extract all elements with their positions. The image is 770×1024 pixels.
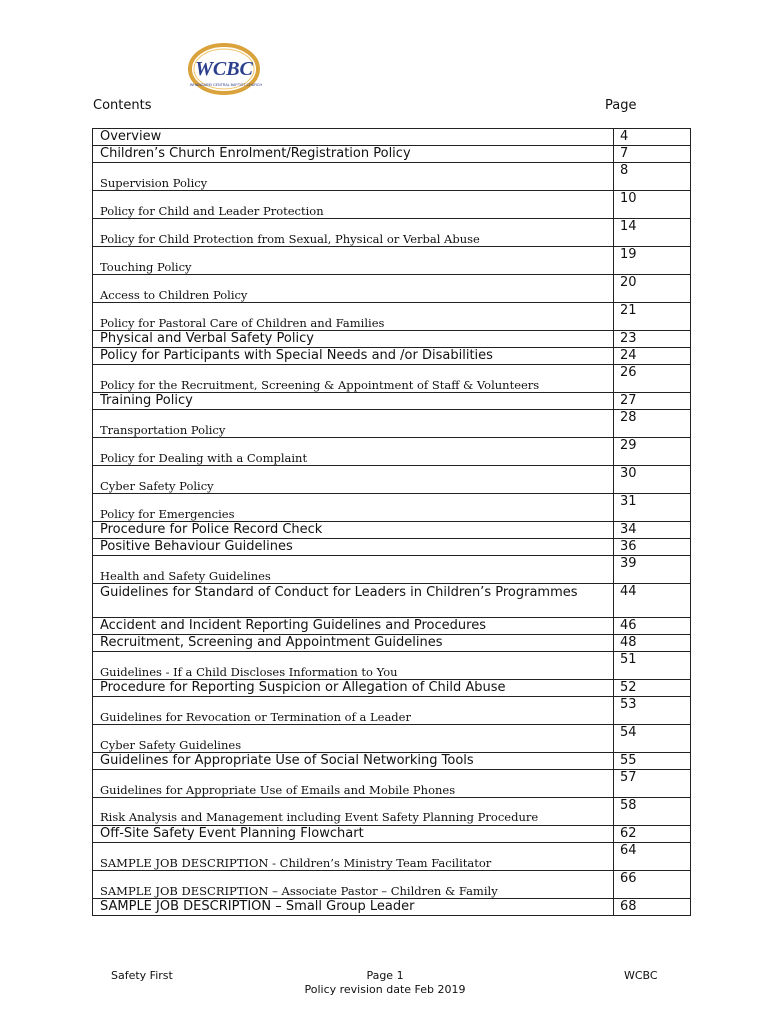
- toc-row: [93, 556, 691, 584]
- toc-entry-title: Guidelines for Appropriate Use of Social Networking Tools: [93, 753, 614, 770]
- toc-entry-page: 30: [614, 466, 691, 494]
- toc-entry-title: SAMPLE JOB DESCRIPTION - Children’s Ministry Team Facilitator: [93, 843, 614, 871]
- toc-entry-title: Off-Site Safety Event Planning Flowchart: [93, 826, 614, 843]
- toc-entry-title: SAMPLE JOB DESCRIPTION – Small Group Leader: [93, 899, 614, 916]
- toc-entry-page: 46: [614, 618, 691, 635]
- toc-entry-page: 52: [614, 680, 691, 697]
- toc-row: [93, 365, 691, 393]
- footer-revision-date: Policy revision date Feb 2019: [304, 983, 466, 996]
- toc-row: [93, 303, 691, 331]
- toc-entry-page: 62: [614, 826, 691, 843]
- toc-entry-page: 39: [614, 556, 691, 584]
- toc-entry-title: Policy for Child Protection from Sexual, Physical or Verbal Abuse: [93, 219, 614, 247]
- footer-center: [270, 969, 500, 997]
- toc-entry-title: Health and Safety Guidelines: [93, 556, 614, 584]
- toc-entry-page: 24: [614, 348, 691, 365]
- toc-row: [93, 331, 691, 348]
- toc-row: [93, 348, 691, 365]
- toc-row: [93, 843, 691, 871]
- toc-entry-title: Policy for Participants with Special Needs and /or Disabilities: [93, 348, 614, 365]
- toc-entry-page: 20: [614, 275, 691, 303]
- toc-row: [93, 191, 691, 219]
- toc-entry-title: Touching Policy: [93, 247, 614, 275]
- toc-row: [93, 219, 691, 247]
- toc-row: [93, 438, 691, 466]
- toc-entry-page: 55: [614, 753, 691, 770]
- toc-entry-page: 44: [614, 584, 691, 618]
- toc-row: [93, 871, 691, 899]
- table-of-contents: [92, 128, 691, 916]
- toc-row: [93, 584, 691, 618]
- toc-entry-title: Overview: [93, 129, 614, 146]
- toc-entry-title: Policy for Pastoral Care of Children and Families: [93, 303, 614, 331]
- toc-entry-title: Cyber Safety Policy: [93, 466, 614, 494]
- logo-subtitle: WHANGAREI CENTRAL BAPTIST CHURCH: [189, 83, 262, 87]
- toc-entry-title: Risk Analysis and Management including Event Safety Planning Procedure: [93, 798, 614, 826]
- toc-entry-title: Access to Children Policy: [93, 275, 614, 303]
- toc-entry-page: 54: [614, 725, 691, 753]
- toc-entry-page: 57: [614, 770, 691, 798]
- toc-entry-page: 26: [614, 365, 691, 393]
- toc-entry-page: 58: [614, 798, 691, 826]
- toc-entry-title: Guidelines for Appropriate Use of Emails and Mobile Phones: [93, 770, 614, 798]
- toc-row: [93, 826, 691, 843]
- toc-entry-page: 53: [614, 697, 691, 725]
- toc-entry-title: Children’s Church Enrolment/Registration Policy: [93, 146, 614, 163]
- toc-row: [93, 522, 691, 539]
- toc-entry-page: 48: [614, 635, 691, 652]
- toc-entry-page: 28: [614, 410, 691, 438]
- toc-entry-title: Recruitment, Screening and Appointment Guidelines: [93, 635, 614, 652]
- toc-entry-title: Procedure for Reporting Suspicion or Allegation of Child Abuse: [93, 680, 614, 697]
- toc-entry-title: Cyber Safety Guidelines: [93, 725, 614, 753]
- toc-entry-title: Physical and Verbal Safety Policy: [93, 331, 614, 348]
- toc-entry-page: 51: [614, 652, 691, 680]
- toc-entry-title: Training Policy: [93, 393, 614, 410]
- toc-row: [93, 725, 691, 753]
- toc-entry-page: 68: [614, 899, 691, 916]
- toc-entry-page: 29: [614, 438, 691, 466]
- toc-row: [93, 129, 691, 146]
- toc-entry-title: Guidelines for Standard of Conduct for Leaders in Children’s Programmes: [93, 584, 614, 618]
- toc-entry-title: Policy for the Recruitment, Screening & Appointment of Staff & Volunteers: [93, 365, 614, 393]
- toc-entry-page: 10: [614, 191, 691, 219]
- logo-text: WCBC: [195, 58, 253, 80]
- toc-entry-page: 64: [614, 843, 691, 871]
- toc-row: [93, 697, 691, 725]
- toc-row: [93, 618, 691, 635]
- toc-entry-title: Supervision Policy: [93, 163, 614, 191]
- toc-entry-title: Transportation Policy: [93, 410, 614, 438]
- toc-entry-page: 66: [614, 871, 691, 899]
- toc-entry-title: Policy for Emergencies: [93, 494, 614, 522]
- church-logo: [186, 42, 262, 98]
- toc-entry-page: 23: [614, 331, 691, 348]
- toc-entry-page: 21: [614, 303, 691, 331]
- toc-row: [93, 635, 691, 652]
- page-column-heading: Page: [605, 98, 637, 113]
- toc-row: [93, 899, 691, 916]
- toc-entry-page: 27: [614, 393, 691, 410]
- toc-entry-page: 7: [614, 146, 691, 163]
- toc-entry-title: Policy for Child and Leader Protection: [93, 191, 614, 219]
- toc-row: [93, 494, 691, 522]
- toc-entry-title: Guidelines - If a Child Discloses Information to You: [93, 652, 614, 680]
- footer-right: WCBC: [624, 969, 658, 982]
- footer-page-number: Page 1: [366, 969, 404, 982]
- toc-entry-page: 36: [614, 539, 691, 556]
- toc-entry-title: Accident and Incident Reporting Guidelines and Procedures: [93, 618, 614, 635]
- toc-entry-page: 4: [614, 129, 691, 146]
- footer-left: Safety First: [111, 969, 173, 982]
- toc-row: [93, 393, 691, 410]
- toc-row: [93, 652, 691, 680]
- contents-heading: Contents: [93, 98, 152, 113]
- toc-row: [93, 275, 691, 303]
- toc-entry-title: SAMPLE JOB DESCRIPTION – Associate Pastor – Children & Family: [93, 871, 614, 899]
- church-logo-graphic: [186, 42, 262, 98]
- toc-entry-page: 19: [614, 247, 691, 275]
- toc-entry-page: 34: [614, 522, 691, 539]
- toc-row: [93, 163, 691, 191]
- toc-row: [93, 753, 691, 770]
- toc-row: [93, 539, 691, 556]
- toc-row: [93, 680, 691, 697]
- toc-row: [93, 410, 691, 438]
- toc-entry-title: Positive Behaviour Guidelines: [93, 539, 614, 556]
- toc-entry-title: Procedure for Police Record Check: [93, 522, 614, 539]
- toc-entry-title: Policy for Dealing with a Complaint: [93, 438, 614, 466]
- toc-row: [93, 798, 691, 826]
- toc-entry-page: 31: [614, 494, 691, 522]
- toc-row: [93, 466, 691, 494]
- toc-entry-page: 8: [614, 163, 691, 191]
- toc-entry-title: Guidelines for Revocation or Termination of a Leader: [93, 697, 614, 725]
- toc-row: [93, 146, 691, 163]
- toc-entry-page: 14: [614, 219, 691, 247]
- toc-row: [93, 770, 691, 798]
- toc-row: [93, 247, 691, 275]
